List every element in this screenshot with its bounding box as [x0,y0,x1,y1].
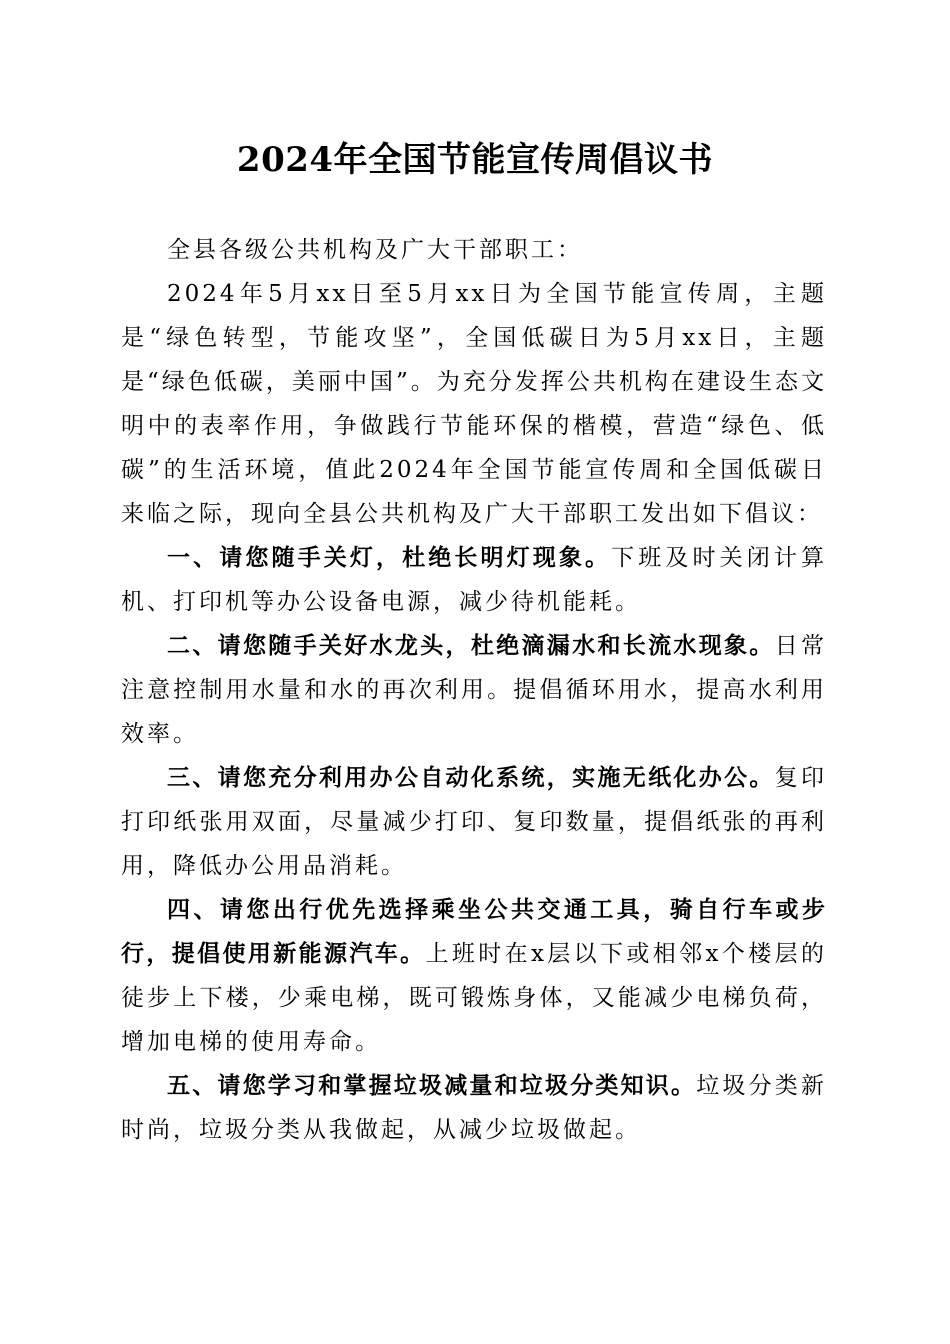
salutation: 全县各级公共机构及广大干部职工： [167,237,583,263]
proposal-item-text: 上班时在x层以下或相邻x个楼层的徒步上下楼，少乘电梯，既可锻炼身体，又能减少电梯负荷，增加电梯的使用寿命。 [121,941,827,1055]
proposal-item-3 [121,756,827,888]
proposal-item-4 [121,888,827,1064]
proposal-item-2 [121,624,827,756]
document-title: 2024年全国节能宣传周倡议书 [236,140,714,180]
proposal-item-lead: 五、请您学习和掌握垃圾减量和垃圾分类知识。 [167,1073,697,1099]
proposal-item-lead: 二、请您随手关好水龙头，杜绝滴漏水和长流水现象。 [167,633,775,659]
document-body [121,228,827,1152]
proposal-item-text: 下班及时关闭计算机、打印机等办公设备电源，减少待机能耗。 [121,545,827,615]
proposal-item-text: 复印打印纸张用双面，尽量减少打印、复印数量，提倡纸张的再利用，降低办公用品消耗。 [121,765,828,879]
proposal-item-lead: 三、请您充分利用办公自动化系统，实施无纸化办公。 [167,765,775,791]
proposal-item-1 [121,536,827,624]
proposal-item-text: 垃圾分类新时尚，垃圾分类从我做起，从减少垃圾做起。 [121,1073,828,1143]
proposal-item-lead: 一、请您随手关灯，杜绝长明灯现象。 [167,545,612,571]
proposal-item-lead: 四、请您出行优先选择乘坐公共交通工具，骑自行车或步行，提倡使用新能源汽车。 [121,897,827,967]
intro-paragraph: 2024年5月xx日至5月xx日为全国节能宣传周，主题是“绿色转型，节能攻坚”，全国低碳日为5月xx日，主题是“绿色低碳，美丽中国”。为充分发挥公共机构在建设生态文明中的表率作用，争做践行节能环保的楷模，营造“绿色、低碳”的生活环境，值此2024年全国节能宣传周和全国低碳日来临之际，现向全县公共机构及广大干部职工发出如下倡议： [121,281,827,527]
proposal-item-5 [121,1064,827,1152]
proposal-item-text: 日常注意控制用水量和水的再次利用。提倡循环用水，提高水利用效率。 [121,633,828,747]
